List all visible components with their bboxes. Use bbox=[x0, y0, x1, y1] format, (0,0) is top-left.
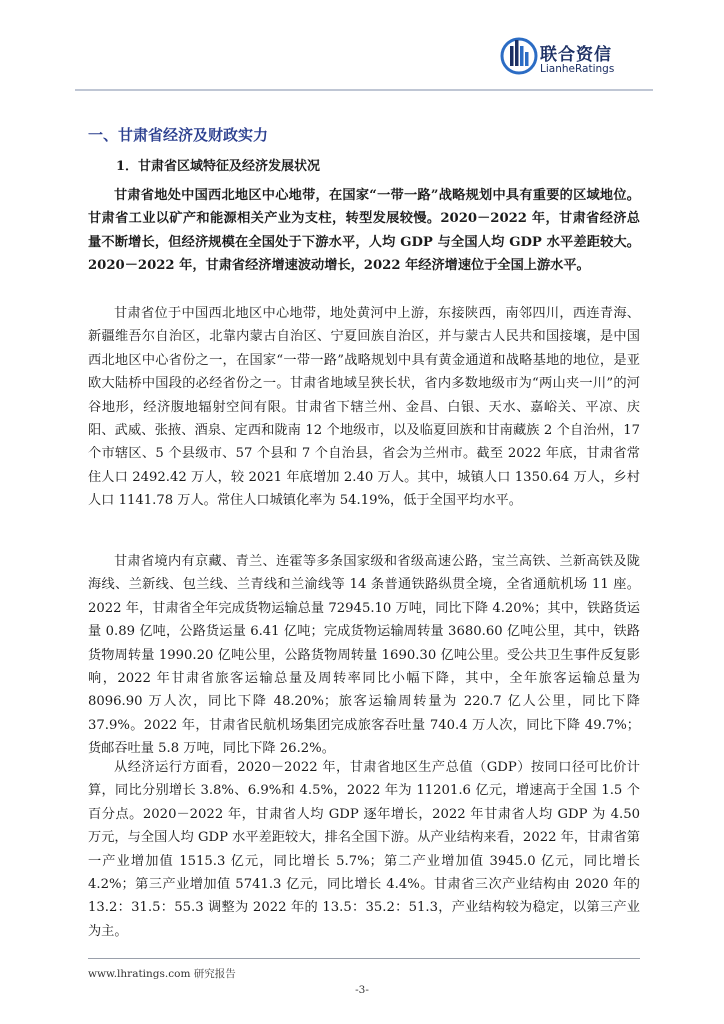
section-heading: 一、甘肃省经济及财政实力 bbox=[88, 126, 269, 144]
lianhe-logo-icon bbox=[500, 34, 538, 78]
body-paragraph-economy: 从经济运行方面看，2020－2022 年，甘肃省地区生产总值（GDP）按同口径可比价计算，同比分别增长 3.8%、6.9%和 4.5%，2022 年为 11201.6 亿元，增速高于全国 1.5 个百分点。2020－2022 年，甘肃省人均 GDP 逐年增长，2022 年甘肃省人均 GDP 为 4.50 万元，与全国人均 GDP 水平差距较大，排名全国下游。从产业结构来看，2022 年，甘肃省第一产业增加值 1515.3 亿元，同比增长 5.7%；第二产业增加值 3945.0 亿元，同比增长 4.2%；第三产业增加值 5741.3 亿元，同比增长 4.4%。甘肃省三次产业结构由 2020 年的 13.2：31.5：55.3 调整为 2022 年的 13.5：35.2：51.3，产业结构较为稳定，以第三产业为主。 bbox=[88, 760, 640, 939]
logo-name-english: LianheRatings bbox=[540, 63, 615, 75]
header-divider bbox=[75, 89, 653, 91]
logo-name-chinese: 联合资信 bbox=[540, 45, 612, 65]
body-paragraph-geography: 甘肃省位于中国西北地区中心地带，地处黄河中上游，东接陕西，南邻四川，西连青海、新疆维吾尔自治区，北靠内蒙古自治区、宁夏回族自治区，并与蒙古人民共和国接壤，是中国西北地区中心省份之一，在国家“一带一路”战略规划中具有黄金通道和战略基地的地位，是亚欧大陆桥中国段的必经省份之一。甘肃省地域呈狭长状，省内多数地级市为“两山夹一川”的河谷地形，经济腹地辐射空间有限。甘肃省下辖兰州、金昌、白银、天水、嘉峪关、平凉、庆阳、武威、张掖、酒泉、定西和陇南 12 个地级市，以及临夏回族和甘南藏族 2 个自治州，17 个市辖区、5 个县级市、57 个县和 7 个自治县，省会为兰州市。截至 2022 年底，甘肃省常住人口 2492.42 万人，较 2021 年底增加 2.40 万人。其中，城镇人口 1350.64 万人，乡村人口 1141.78 万人。常住人口城镇化率为 54.19%，低于全国平均水平。 bbox=[88, 306, 640, 509]
body-paragraph-transport: 甘肃省境内有京藏、青兰、连霍等多条国家级和省级高速公路，宝兰高铁、兰新高铁及陇海线、兰新线、包兰线、兰青线和兰渝线等 14 条普通铁路纵贯全境，全省通航机场 11 座。2022 年，甘肃省全年完成货物运输总量 72945.10 万吨，同比下降 4.20%；其中，铁路货运量 0.89 亿吨，公路货运量 6.41 亿吨；完成货物运输周转量 3680.60 亿吨公里，其中，铁路货物周转量 1990.20 亿吨公里，公路货物周转量 1690.30 亿吨公里。受公共卫生事件反复影响，2022 年甘肃省旅客运输总量及周转率同比小幅下降，其中，全年旅客运输总量为 8096.90 万人次，同比下降 48.20%；旅客运输周转量为 220.7 亿人公里，同比下降 37.9%。2022 年，甘肃省民航机场集团完成旅客吞吐量 740.4 万人次，同比下降 49.7%；货邮吞吐量 5.8 万吨，同比下降 26.2%。 bbox=[88, 554, 640, 757]
page-number: -3- bbox=[355, 984, 369, 996]
company-logo bbox=[500, 34, 640, 82]
footer-divider bbox=[88, 958, 640, 959]
summary-paragraph: 甘肃省地处中国西北地区中心地带，在国家“一带一路”战略规划中具有重要的区域地位。甘肃省工业以矿产和能源相关产业为支柱，转型发展较慢。2020－2022 年，甘肃省经济总量不断增长，但经济规模在全国处于下游水平，人均 GDP 与全国人均 GDP 水平差距较大。2020－2022 年，甘肃省经济增速波动增长，2022 年经济增速位于全国上游水平。 bbox=[88, 188, 640, 274]
sub-heading: 1．甘肃省区域特征及经济发展状况 bbox=[116, 159, 321, 174]
footer-website: www.lhratings.com 研究报告 bbox=[88, 968, 236, 980]
